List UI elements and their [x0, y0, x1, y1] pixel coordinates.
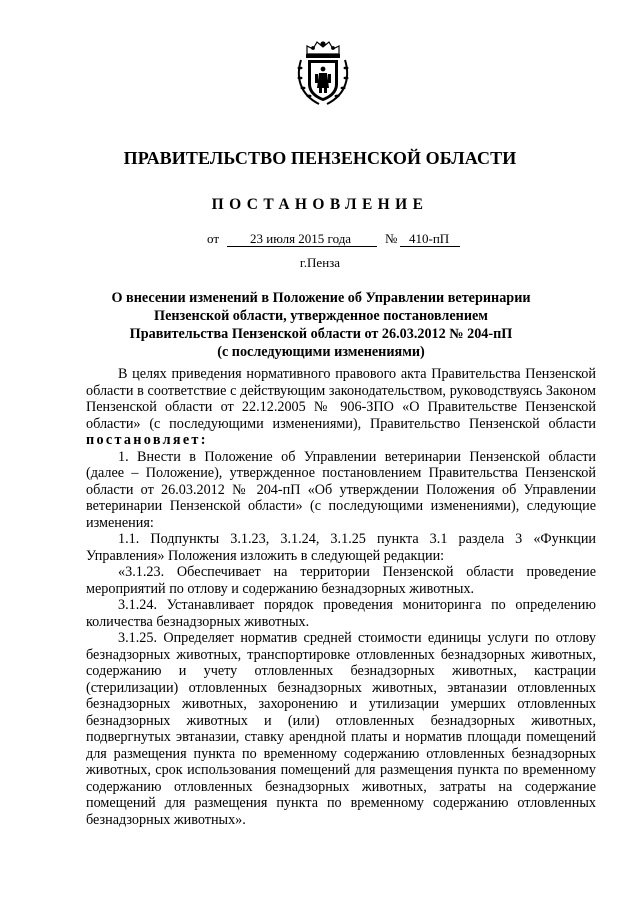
subject-line: О внесении изменений в Положение об Управлении ветеринарии: [111, 290, 531, 306]
subitem-3-1-24: 3.1.24. Устанавливает порядок проведения мониторинга по определению количества безнадзорных животных.: [86, 597, 596, 630]
item-1-1-paragraph: 1.1. Подпункты 3.1.23, 3.1.24, 3.1.25 пункта 3.1 раздела 3 «Функции Управления» Положения изложить в следующей редакции:: [86, 531, 596, 564]
document-type: ПОСТАНОВЛЕНИЕ: [211, 196, 429, 213]
decree-word: постановляет:: [86, 432, 208, 448]
document-number: 410-пП: [409, 231, 450, 246]
document-subject: [86, 289, 556, 361]
city: г.Пенза: [299, 255, 341, 270]
subitem-3-1-23: «3.1.23. Обеспечивает на территории Пензенской области проведение мероприятий по отлову и содержанию безнадзорных животных.: [86, 564, 596, 597]
document-date: 23 июля 2015 года: [250, 231, 352, 246]
date-underline: [227, 246, 377, 247]
government-title: ПРАВИТЕЛЬСТВО ПЕНЗЕНСКОЙ ОБЛАСТИ: [123, 148, 517, 168]
subject-line: Правительства Пензенской области от 26.03.2012 № 204-пП: [129, 326, 513, 342]
preamble-paragraph: [86, 366, 596, 449]
date-number-line: [207, 231, 477, 249]
item-1-paragraph: 1. Внести в Положение об Управлении ветеринарии Пензенской области (далее – Положение), утвержденное постановлением Правительства Пензенской области от 26.03.2012 № 204-пП «Об утверждении Положения об Управлении ветеринарии Пензенской области» (с последующими изменениями), следующие изменения:: [86, 448, 596, 531]
number-underline: [400, 246, 460, 247]
preamble-text: В целях приведения нормативного правового акта Правительства Пензенской области в соответствие с действующим законодательством, руководствуясь Законом Пензенской области от 22.12.2005 № 906-ЗПО «О Правительстве Пензенской области» (с последующими изменениями), Правительство Пензенской области: [86, 366, 596, 432]
coat-of-arms-icon: [295, 38, 351, 108]
number-sign: №: [385, 231, 398, 246]
subitem-3-1-25: 3.1.25. Определяет норматив средней стоимости единицы услуги по отлову безнадзорных животных, транспортировке отловленных безнадзорных животных, содержанию и учету отловленных безнадзорных животных, кастрации (стерилизации) отловленных безнадзорных животных, эвтаназии отловленных безнадзорных животных, захоронению и утилизации умерших отловленных безнадзорных животных и (или) отловленных безнадзорных животных, подвергнутых эвтаназии, ставку арендной платы и норматив площади помещений для размещения пункта по временному содержанию отловленных безнадзорных животных, срок использования помещений для размещения пункта по временному содержанию отловленных безнадзорных животных, затраты на содержание помещений для размещения пункта по временному содержанию отловленных безнадзорных животных».: [86, 630, 596, 828]
subject-line: (с последующими изменениями): [217, 344, 425, 360]
subject-line: Пензенской области, утвержденное постановлением: [154, 308, 488, 324]
document-body: [86, 366, 596, 828]
date-prefix: от: [207, 231, 220, 246]
